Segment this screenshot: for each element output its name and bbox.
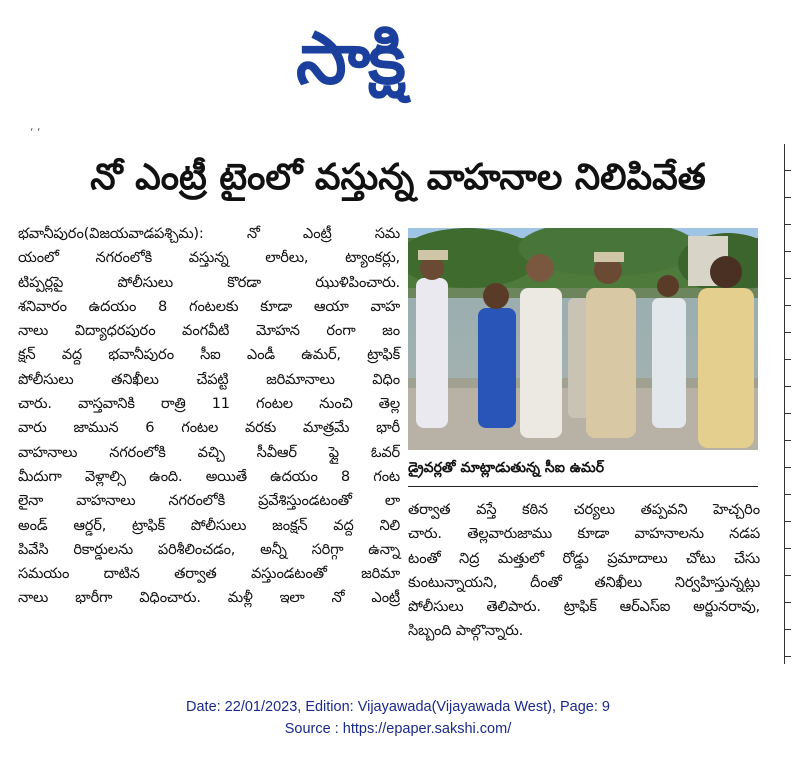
body-line: తర్వాత వస్తే కఠిన చర్యలు తప్పవని హెచ్చరిం <box>408 501 760 518</box>
masthead <box>0 0 796 130</box>
article-body-right-column <box>408 498 760 644</box>
caption-divider <box>408 486 758 487</box>
source-link[interactable]: Source : https://epaper.sakshi.com/ <box>284 721 512 737</box>
body-line: నాలు భారీగా విధించారు. మళ్లీ ఇలా నో ఎంట్రీ <box>18 589 400 607</box>
body-line: కుంటున్నాయని, దీంతో తనిఖీలు నిర్వహిస్తున్నట్లు <box>408 573 760 591</box>
news-photo <box>408 228 758 450</box>
body-line: శనివారం ఉదయం 8 గంటలకు కూడా ఆయా వాహ <box>18 297 400 315</box>
body-line: చారు. వాస్తవానికి రాత్రి 11 గంటల నుంచి తెల్ల <box>18 395 400 413</box>
logo-wordmark: సాక్షి <box>296 16 404 100</box>
body-line: అండ్ ఆర్డర్, ట్రాఫిక్ పోలీసులు జంక్షన్ వద్ద నిలి <box>18 516 400 534</box>
article-body-left-column <box>18 222 400 611</box>
body-line: వారు జామున 6 గంటల వరకు మాత్రమే భారీ <box>18 419 400 437</box>
body-line: క్షన్ వద్ద భవానీపురం సీఐ ఎండీ ఉమర్, ట్రాఫిక్ <box>18 346 400 364</box>
body-line: సిబ్బంది పాల్గొన్నారు. <box>408 622 524 640</box>
body-line: భవానీపురం(విజయవాడపశ్చిమ): నో ఎంట్రీ సమ <box>18 225 400 242</box>
body-line: నాలు విద్యాధరపురం వంగవీటి మోహన రంగా జం <box>18 322 400 340</box>
article-headline: నో ఎంట్రీ టైంలో వస్తున్న వాహనాల నిలిపివేత <box>90 157 706 198</box>
edition-info: Date: 22/01/2023, Edition: Vijayawada(Vijayawada West), Page: 9 <box>186 699 610 715</box>
sakshi-logo <box>296 18 500 98</box>
body-line: వాహనాలు నగరంలోకి వచ్చి సీవీఆర్ ఫ్లై ఓవర్ <box>18 443 400 461</box>
clipping-footer <box>0 696 796 740</box>
cropped-text-fragment: ‘ ‘ <box>30 126 41 139</box>
photo-caption: డ్రైవర్లతో మాట్లాడుతున్న సీఐ ఉమర్ <box>408 460 605 476</box>
body-line: టంతో నిద్ర మత్తులో రోడ్డు ప్రమాదాలు చోటు చేసు <box>408 549 760 567</box>
body-line: మీదుగా వెళ్లాల్సి ఉంది. అయితే ఉదయం 8 గంట <box>18 467 400 485</box>
body-line: పోలీసులు తెలిపారు. ట్రాఫిక్ ఆర్ఎస్ఐ అర్జునరావు, <box>408 598 760 616</box>
body-line: లైనా వాహనాలు నగరంలోకి ప్రవేశిస్తుండటంతో లా <box>18 492 400 510</box>
body-line: యంలో నగరంలోకి వస్తున్న లారీలు, ట్యాంకర్లు, <box>18 249 400 267</box>
body-line: చారు. తెల్లవారుజాము కూడా వాహనాలను నడప <box>408 525 760 543</box>
body-line: సమయం దాటిన తర్వాత వస్తుండటంతో జరిమా <box>18 565 400 583</box>
body-line: పివేసి రికార్డులను పరిశీలించడం, అన్నీ సరిగ్గా ఉన్నా <box>18 540 400 558</box>
body-line: పోలీసులు తనిఖీలు చేపట్టి జరిమానాలు విధిం <box>18 370 400 388</box>
news-clipping <box>18 126 788 686</box>
photo-illustration <box>408 228 758 450</box>
body-line: టిప్పర్లపై పోలీసులు కొరడా ఝుళిపించారు. <box>18 273 400 291</box>
adjacent-column-edge <box>784 144 789 664</box>
